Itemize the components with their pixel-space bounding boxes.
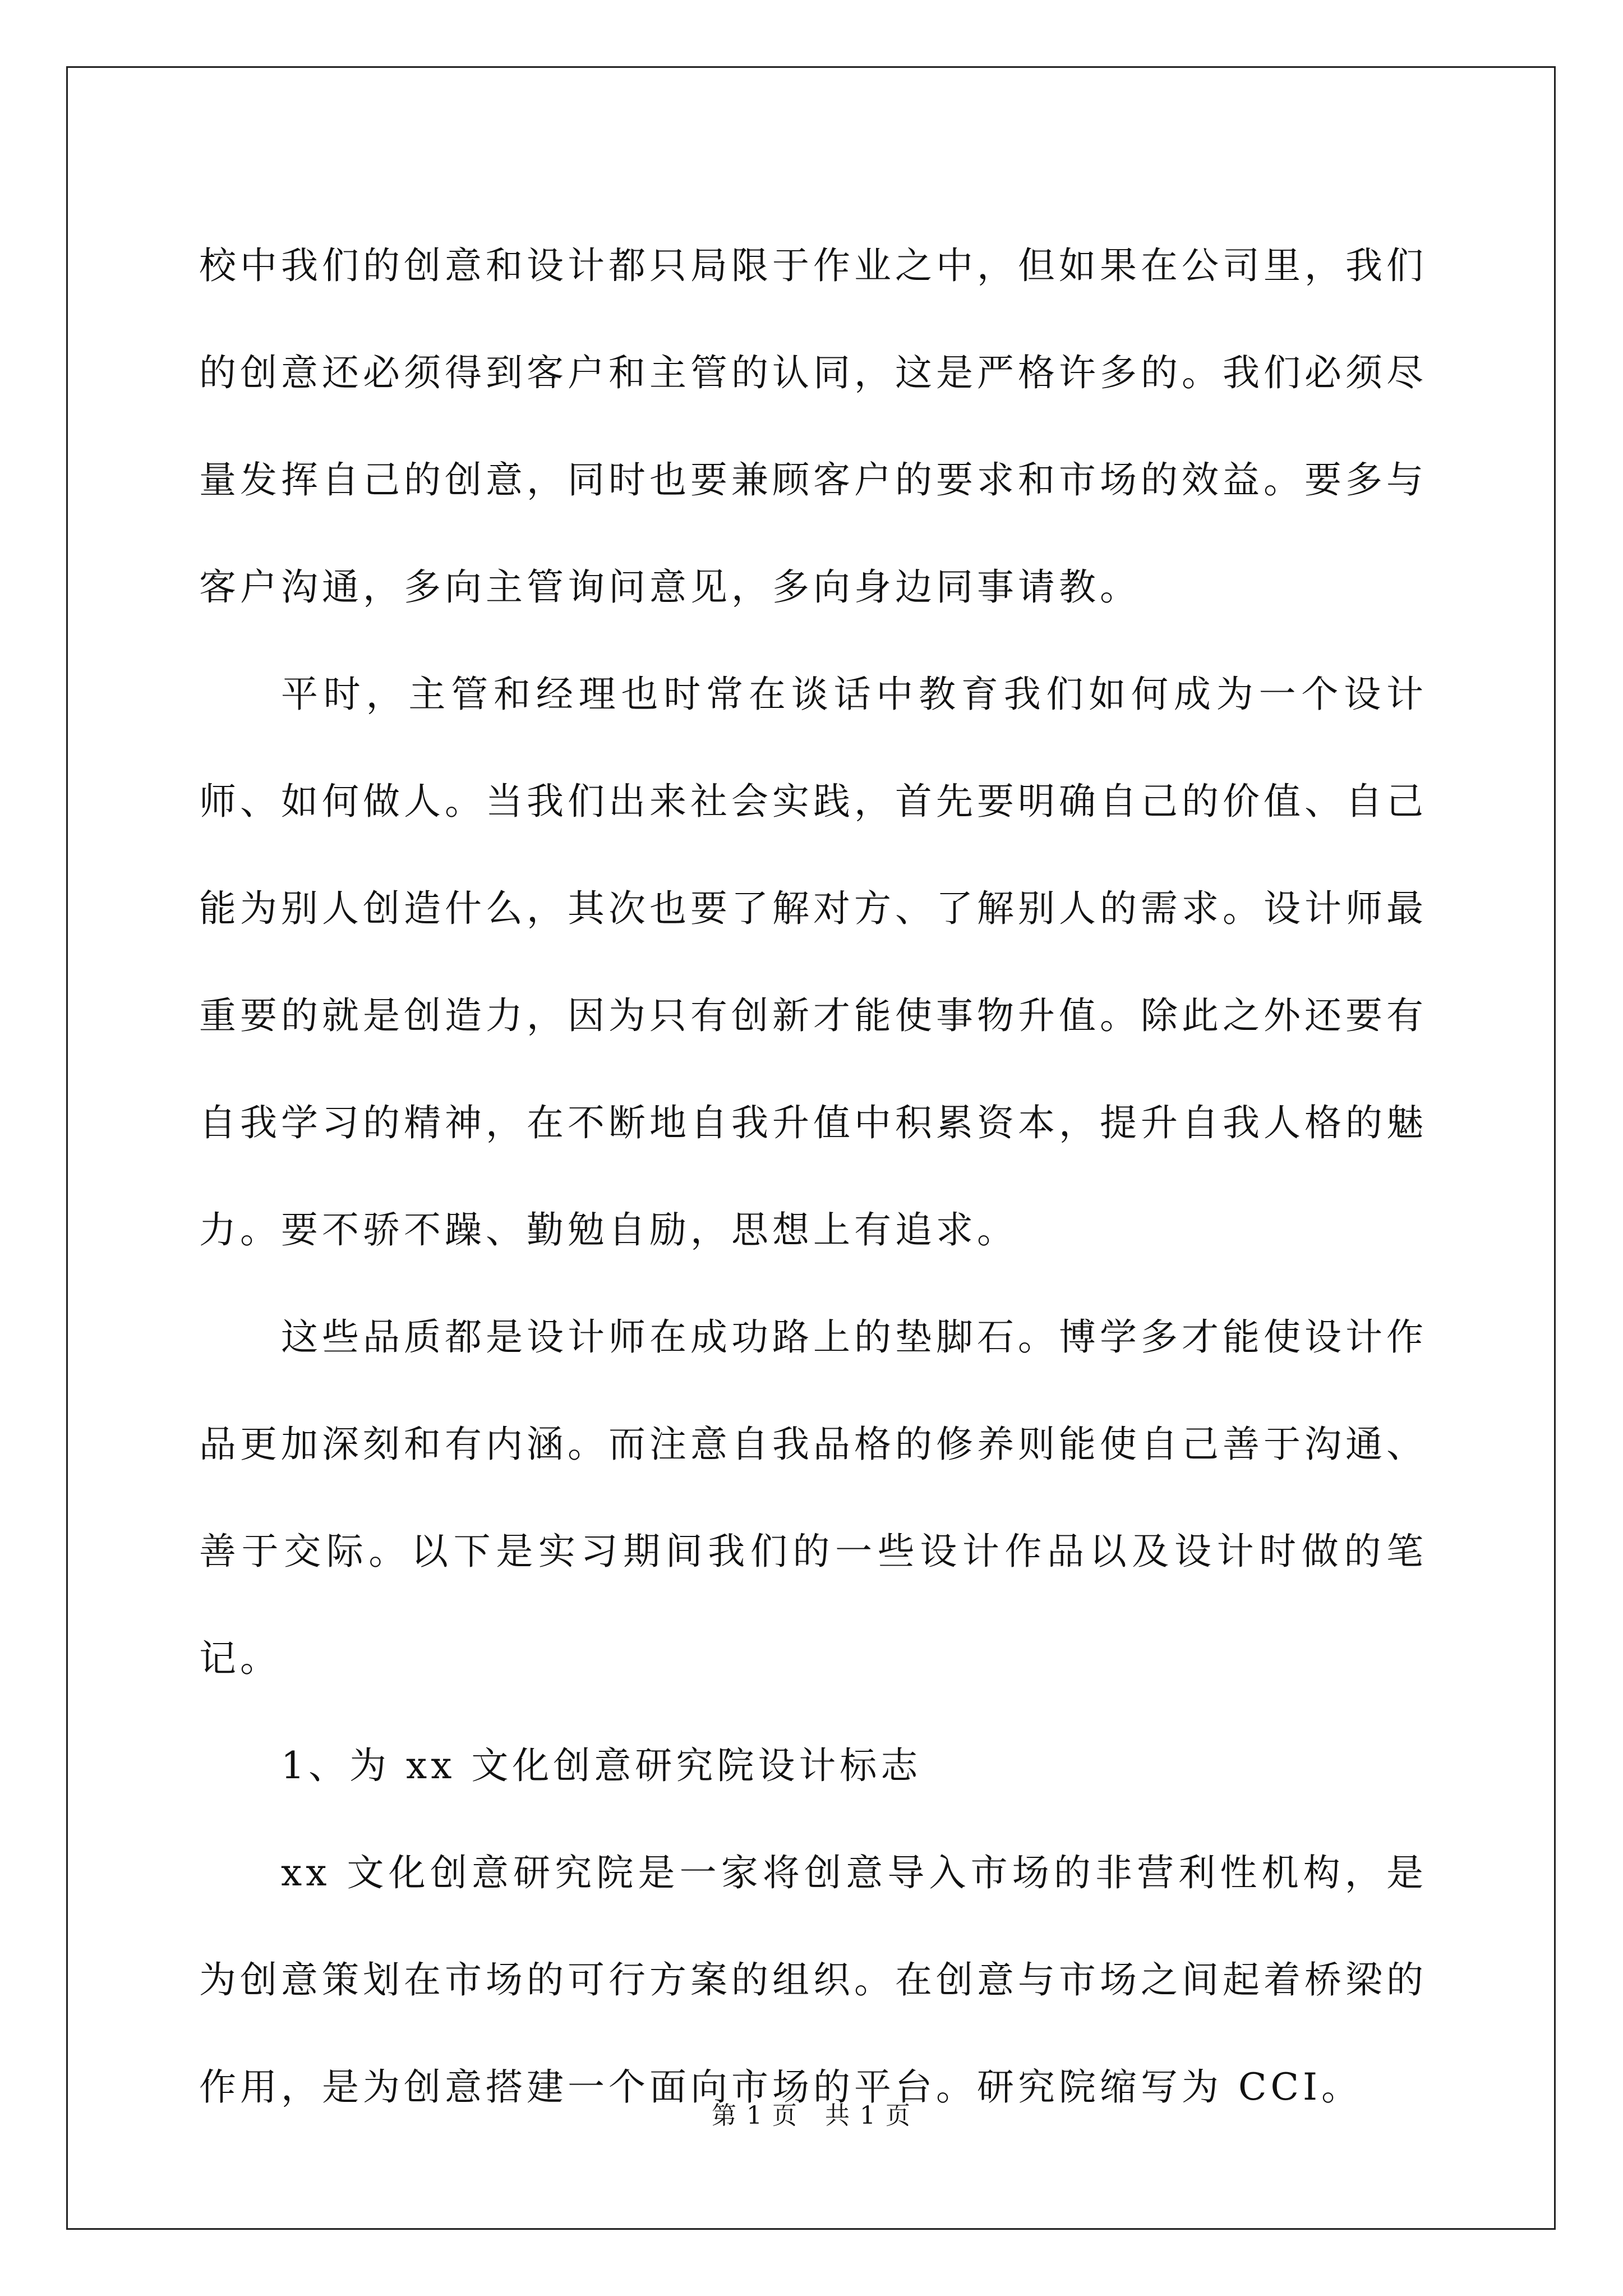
document-body (199, 212, 1427, 2141)
paragraph-1: 校中我们的创意和设计都只局限于作业之中，但如果在公司里，我们的创意还必须得到客户和主管的认同，这是严格许多的。我们必须尽量发挥自己的创意，同时也要兼顾客户的要求和市场的效益。要多与客户沟通，多向主管询问意见，多向身边同事请教。 (199, 244, 1427, 609)
page-number-footer: 第 1 页 共 1 页 (712, 2101, 911, 2130)
paragraph-4: xx 文化创意研究院是一家将创意导入市场的非营利性机构，是为创意策划在市场的可行方案的组织。在创意与市场之间起着桥梁的作用，是为创意搭建一个面向市场的平台。研究院缩写为 CCI。 (199, 1851, 1427, 2109)
section-heading: 1、为 xx 文化创意研究院设计标志 (281, 1744, 922, 1787)
paragraph-3: 这些品质都是设计师在成功路上的垫脚石。博学多才能使设计作品更加深刻和有内涵。而注意自我品格的修养则能使自己善于沟通、善于交际。以下是实习期间我们的一些设计作品以及设计时做的笔记。 (199, 1315, 1427, 1680)
paragraph-2: 平时，主管和经理也时常在谈话中教育我们如何成为一个设计师、如何做人。当我们出来社会实践，首先要明确自己的价值、自己能为别人创造什么，其次也要了解对方、了解别人的需求。设计师最重要的就是创造力，因为只有创新才能使事物升值。除此之外还要有自我学习的精神，在不断地自我升值中积累资本，提升自我人格的魅力。要不骄不躁、勤勉自励，思想上有追求。 (199, 673, 1427, 1251)
